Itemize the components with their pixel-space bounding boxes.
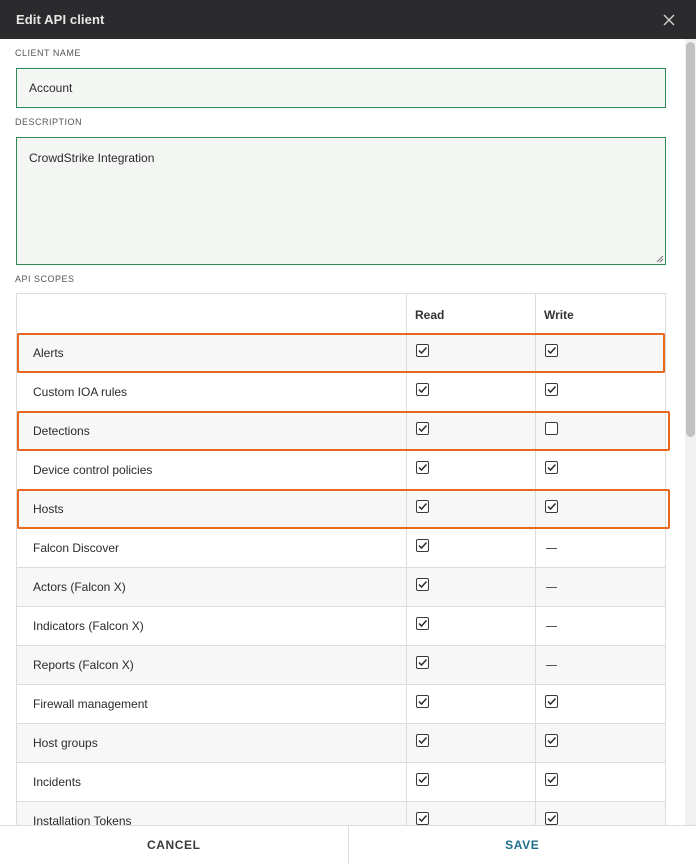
write-cell [536, 490, 665, 528]
client-name-label: CLIENT NAME [15, 48, 81, 58]
scope-name: Firewall management [17, 685, 407, 723]
write-checkbox[interactable] [545, 734, 558, 747]
write-checkbox[interactable] [545, 500, 558, 513]
read-cell [407, 373, 536, 411]
read-checkbox[interactable] [416, 500, 429, 513]
header-scope [17, 294, 407, 333]
write-cell [536, 802, 665, 825]
not-applicable-dash [546, 587, 557, 588]
write-checkbox[interactable] [545, 344, 558, 357]
scope-name: Alerts [17, 334, 407, 372]
scope-name: Installation Tokens [17, 802, 407, 825]
description-field[interactable] [16, 137, 666, 265]
close-icon[interactable] [658, 9, 680, 31]
write-cell [536, 334, 665, 372]
table-row [17, 373, 665, 412]
write-checkbox[interactable] [545, 461, 558, 474]
read-cell [407, 724, 536, 762]
read-checkbox[interactable] [416, 383, 429, 396]
read-checkbox[interactable] [416, 461, 429, 474]
read-cell [407, 490, 536, 528]
table-row [17, 685, 665, 724]
api-scopes-table [16, 293, 666, 825]
write-cell [536, 646, 665, 684]
read-checkbox[interactable] [416, 695, 429, 708]
scope-name: Custom IOA rules [17, 373, 407, 411]
read-cell [407, 334, 536, 372]
read-cell [407, 607, 536, 645]
client-name-field[interactable]: Account [16, 68, 666, 108]
write-cell [536, 763, 665, 801]
scope-name: Hosts [17, 490, 407, 528]
read-checkbox[interactable] [416, 422, 429, 435]
write-cell [536, 529, 665, 567]
scope-name: Indicators (Falcon X) [17, 607, 407, 645]
scope-name: Actors (Falcon X) [17, 568, 407, 606]
table-row [17, 607, 665, 646]
read-cell [407, 568, 536, 606]
read-cell [407, 412, 536, 450]
write-checkbox[interactable] [545, 422, 558, 435]
scope-name: Falcon Discover [17, 529, 407, 567]
write-cell [536, 373, 665, 411]
read-checkbox[interactable] [416, 734, 429, 747]
dialog-title: Edit API client [16, 12, 105, 27]
table-row [17, 568, 665, 607]
write-checkbox[interactable] [545, 695, 558, 708]
dialog-body [0, 39, 685, 825]
scope-name: Reports (Falcon X) [17, 646, 407, 684]
read-checkbox[interactable] [416, 656, 429, 669]
table-row [17, 334, 665, 373]
scrollbar[interactable] [685, 39, 696, 825]
not-applicable-dash [546, 626, 557, 627]
write-checkbox[interactable] [545, 773, 558, 786]
table-row [17, 412, 665, 451]
scrollbar-thumb[interactable] [686, 42, 695, 437]
read-cell [407, 529, 536, 567]
read-cell [407, 685, 536, 723]
header-read: Read [407, 294, 536, 333]
not-applicable-dash [546, 665, 557, 666]
read-checkbox[interactable] [416, 578, 429, 591]
read-cell [407, 763, 536, 801]
table-row [17, 451, 665, 490]
cancel-button[interactable]: CANCEL [0, 826, 349, 864]
description-text: CrowdStrike Integration [29, 151, 155, 165]
write-cell [536, 607, 665, 645]
description-label: DESCRIPTION [15, 117, 83, 127]
read-cell [407, 802, 536, 825]
read-checkbox[interactable] [416, 617, 429, 630]
table-row [17, 529, 665, 568]
scope-name: Incidents [17, 763, 407, 801]
write-cell [536, 451, 665, 489]
write-checkbox[interactable] [545, 812, 558, 825]
read-checkbox[interactable] [416, 344, 429, 357]
table-header-row [17, 294, 665, 334]
dialog-footer [0, 825, 696, 864]
read-checkbox[interactable] [416, 539, 429, 552]
write-cell [536, 724, 665, 762]
not-applicable-dash [546, 548, 557, 549]
table-row [17, 724, 665, 763]
write-cell [536, 568, 665, 606]
write-cell [536, 412, 665, 450]
read-cell [407, 451, 536, 489]
table-row [17, 763, 665, 802]
dialog-title-bar [0, 0, 696, 39]
header-write: Write [544, 307, 574, 322]
table-row [17, 490, 665, 529]
read-checkbox[interactable] [416, 812, 429, 825]
read-cell [407, 646, 536, 684]
scope-name: Device control policies [17, 451, 407, 489]
write-cell [536, 685, 665, 723]
api-scopes-label: API SCOPES [15, 274, 75, 284]
table-row [17, 802, 665, 825]
resize-grip-icon[interactable] [656, 255, 664, 263]
read-checkbox[interactable] [416, 773, 429, 786]
save-button[interactable]: SAVE [505, 838, 540, 852]
scope-name: Host groups [17, 724, 407, 762]
write-checkbox[interactable] [545, 383, 558, 396]
scope-name: Detections [17, 412, 407, 450]
table-row [17, 646, 665, 685]
